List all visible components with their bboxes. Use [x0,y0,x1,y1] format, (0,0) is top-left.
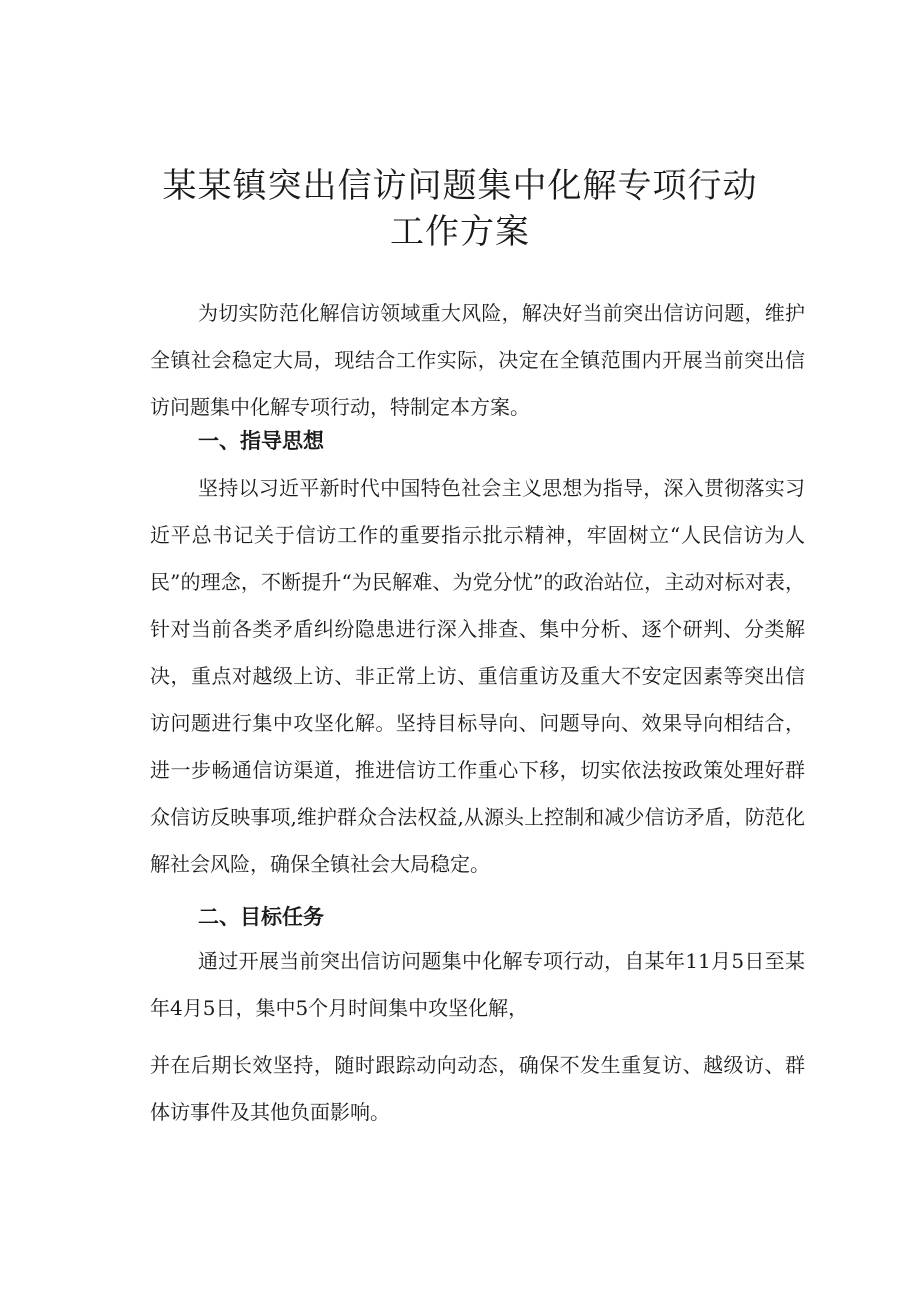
section-heading-guiding-ideology: 一、指导思想 [198,429,324,453]
section-body-objectives-part-2: 并在后期长效坚持，随时跟踪动向动态，确保不发生重复访、越级访、群体访事件及其他负面影响。 [150,1053,805,1124]
section-body-objectives-part-1: 通过开展当前突出信访问题集中化解专项行动，自某年11月5日至某年4月5日，集中5个月时间集中攻坚化解， [150,949,805,1020]
section-heading-objectives: 二、目标任务 [198,905,324,929]
section-body-guiding-ideology: 坚持以习近平新时代中国特色社会主义思想为指导，深入贯彻落实习近平总书记关于信访工作的重要指示批示精神，牢固树立“人民信访为人民”的理念，不断提升“为民解难、为党分忧”的政治站位，主动对标对表，针对当前各类矛盾纠纷隐患进行深入排查、集中分析、逐个研判、分类解决，重点对越级上访、非正常上访、重信重访及重大不安定因素等突出信访问题进行集中攻坚化解。坚持目标导向、问题导向、效果导向相结合，进一步畅通信访渠道，推进信访工作重心下移，切实依法按政策处理好群众信访反映事项,维护群众合法权益,从源头上控制和减少信访矛盾，防范化解社会风险，确保全镇社会大局稳定。 [150,476,805,876]
intro-paragraph: 为切实防范化解信访领域重大风险，解决好当前突出信访问题，维护全镇社会稳定大局，现结合工作实际，决定在全镇范围内开展当前突出信访问题集中化解专项行动，特制定本方案。 [150,301,805,419]
document-title-line-1: 某某镇突出信访问题集中化解专项行动 [162,166,758,206]
document-title-line-2: 工作方案 [390,212,530,252]
